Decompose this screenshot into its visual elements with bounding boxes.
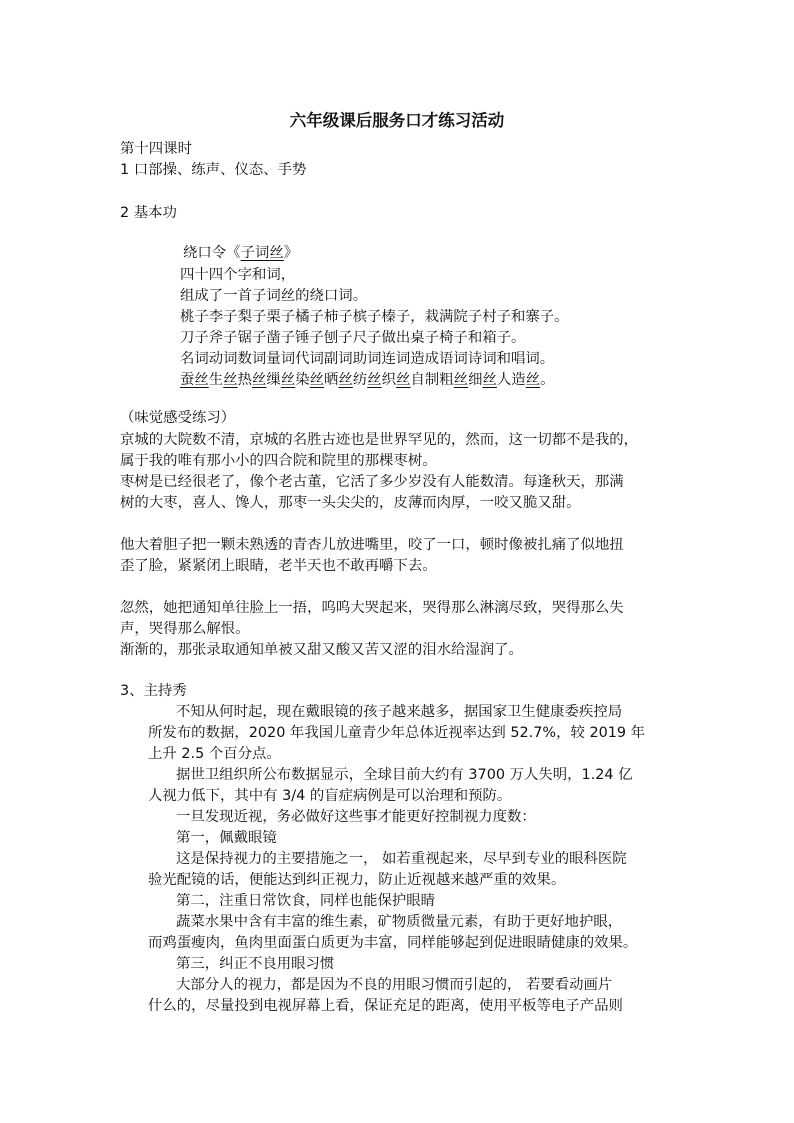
host-paragraph-line: 人视力低下，其中有 3/4 的盲症病例是可以治理和预防。 xyxy=(148,788,512,804)
taste-paragraph-line: 忽然，她把通知单往脸上一捂，呜呜大哭起来，哭得那么淋漓尽致，哭得那么失 xyxy=(120,600,624,616)
tongue-twister-line: 四十四个字和词， xyxy=(180,267,296,283)
tongue-twister-line: 组成了一首子词丝的绕口词。 xyxy=(180,288,368,304)
lesson-number: 第十四课时 xyxy=(120,141,192,157)
underlined-segment: 丝 xyxy=(525,372,541,388)
text-segment: 细 xyxy=(468,372,483,388)
underlined-segment: 丝 xyxy=(367,372,382,388)
underlined-segment: 丝 xyxy=(396,372,411,388)
taste-exercise-heading: （味觉感受练习） xyxy=(120,410,236,426)
host-paragraph-line: 这是保持视力的主要措施之一， 如若重视起来，尽早到专业的眼科医院 xyxy=(176,851,627,867)
text-segment: 人造 xyxy=(496,372,526,388)
taste-paragraph-line: 渐渐的，那张录取通知单被又甜又酸又苦又涩的泪水给湿润了。 xyxy=(120,642,523,658)
taste-paragraph-line: 京城的大院数不清，京城的名胜古迹也是世界罕见的，然而，这一切都不是我的， xyxy=(120,432,639,448)
taste-paragraph-line: 枣树是已经很老了，像个老古董，它活了多少岁没有人能数清。每逢秋天，那满 xyxy=(120,474,624,490)
host-subheading: 第一，佩戴眼镜 xyxy=(176,830,277,846)
text-segment: 纺 xyxy=(352,372,368,388)
host-paragraph-line: 而鸡蛋瘦肉，鱼肉里面蛋白质更为丰富，同样能够起到促进眼睛健康的效果。 xyxy=(148,935,638,951)
host-paragraph-line: 一旦发现近视，务必做好这些事才能更好控制视力度数： xyxy=(176,809,536,825)
underlined-segment: 丝 xyxy=(252,372,267,388)
text-segment: 织 xyxy=(381,372,397,388)
underlined-segment: 丝 xyxy=(223,372,238,388)
underlined-segment: 丝 xyxy=(482,372,497,388)
host-paragraph-line: 不知从何时起，现在戴眼镜的孩子越来越多，据国家卫生健康委疾控局 xyxy=(176,704,623,720)
host-paragraph-line: 上升 2.5 个百分点。 xyxy=(148,746,281,762)
text-segment: 自制粗 xyxy=(410,372,454,388)
tongue-twister-line: 桃子李子梨子栗子橘子柿子槟子榛子，栽满院子村子和寨子。 xyxy=(180,309,569,325)
host-paragraph-line: 大部分人的视力，都是因为不良的用眼习惯而引起的， 若要看动画片 xyxy=(176,977,613,993)
underlined-segment: 丝 xyxy=(309,372,325,388)
host-subheading: 第三，纠正不良用眼习惯 xyxy=(176,956,335,972)
section-2-heading: 2 基本功 xyxy=(120,205,177,221)
text-segment: 晒 xyxy=(324,372,339,388)
taste-paragraph-line: 声，哭得那么解恨。 xyxy=(120,621,250,637)
host-paragraph-line: 什么的，尽量投到电视屏幕上看，保证充足的距离，使用平板等电子产品则 xyxy=(148,998,623,1014)
tongue-twister-line: 名词动词数词量词代词副词助词连词造成语词诗词和唱词。 xyxy=(180,351,555,367)
section-1-heading: 1 口部操、练声、仪态、手势 xyxy=(120,162,307,178)
underlined-segment: 蚕丝 xyxy=(180,372,209,388)
text-segment: 缫 xyxy=(266,372,281,388)
taste-paragraph-line: 歪了脸，紧紧闭上眼睛，老半天也不敢再嚼下去。 xyxy=(120,558,437,574)
taste-paragraph-line: 他大着胆子把一颗未熟透的青杏儿放进嘴里，咬了一口，顿时像被扎痛了似地扭 xyxy=(120,537,624,553)
underlined-segment: 丝 xyxy=(280,372,296,388)
underlined-segment: 丝 xyxy=(338,372,353,388)
text-segment: 热 xyxy=(237,372,253,388)
text-segment: 。 xyxy=(540,372,555,388)
host-paragraph-line: 所发布的数据，2020 年我国儿童青少年总体近视率达到 52.7%，较 2019 年 xyxy=(148,725,646,741)
text-segment: 染 xyxy=(295,372,310,388)
tongue-twister-title: 子词丝 xyxy=(240,245,284,261)
document-title: 六年级课后服务口才练习活动 xyxy=(289,111,505,130)
tongue-twister-line: 刀子斧子锯子凿子锤子刨子尺子做出桌子椅子和箱子。 xyxy=(180,330,526,346)
section-3-heading: 3、主持秀 xyxy=(120,683,187,699)
host-subheading: 第二，注重日常饮食，同样也能保护眼睛 xyxy=(176,893,436,909)
taste-paragraph-line: 属于我的唯有那小小的四合院和院里的那棵枣树。 xyxy=(120,453,437,469)
text-segment: 生 xyxy=(208,372,224,388)
tongue-twister-last-line xyxy=(180,370,555,390)
host-paragraph-line: 蔬菜水果中含有丰富的维生素，矿物质微量元素，有助于更好地护眼， xyxy=(176,914,623,930)
tongue-twister-heading: 绕口令《子词丝》 xyxy=(183,245,299,261)
host-paragraph-line: 验光配镜的话，便能达到纠正视力，防止近视越来越严重的效果。 xyxy=(148,872,566,888)
taste-paragraph-line: 树的大枣，喜人、馋人，那枣一头尖尖的，皮薄而肉厚，一咬又脆又甜。 xyxy=(120,495,581,511)
underlined-segment: 丝 xyxy=(453,372,469,388)
host-paragraph-line: 据世卫组织所公布数据显示，全球目前大约有 3700 万人失明，1.24 亿 xyxy=(176,767,633,783)
